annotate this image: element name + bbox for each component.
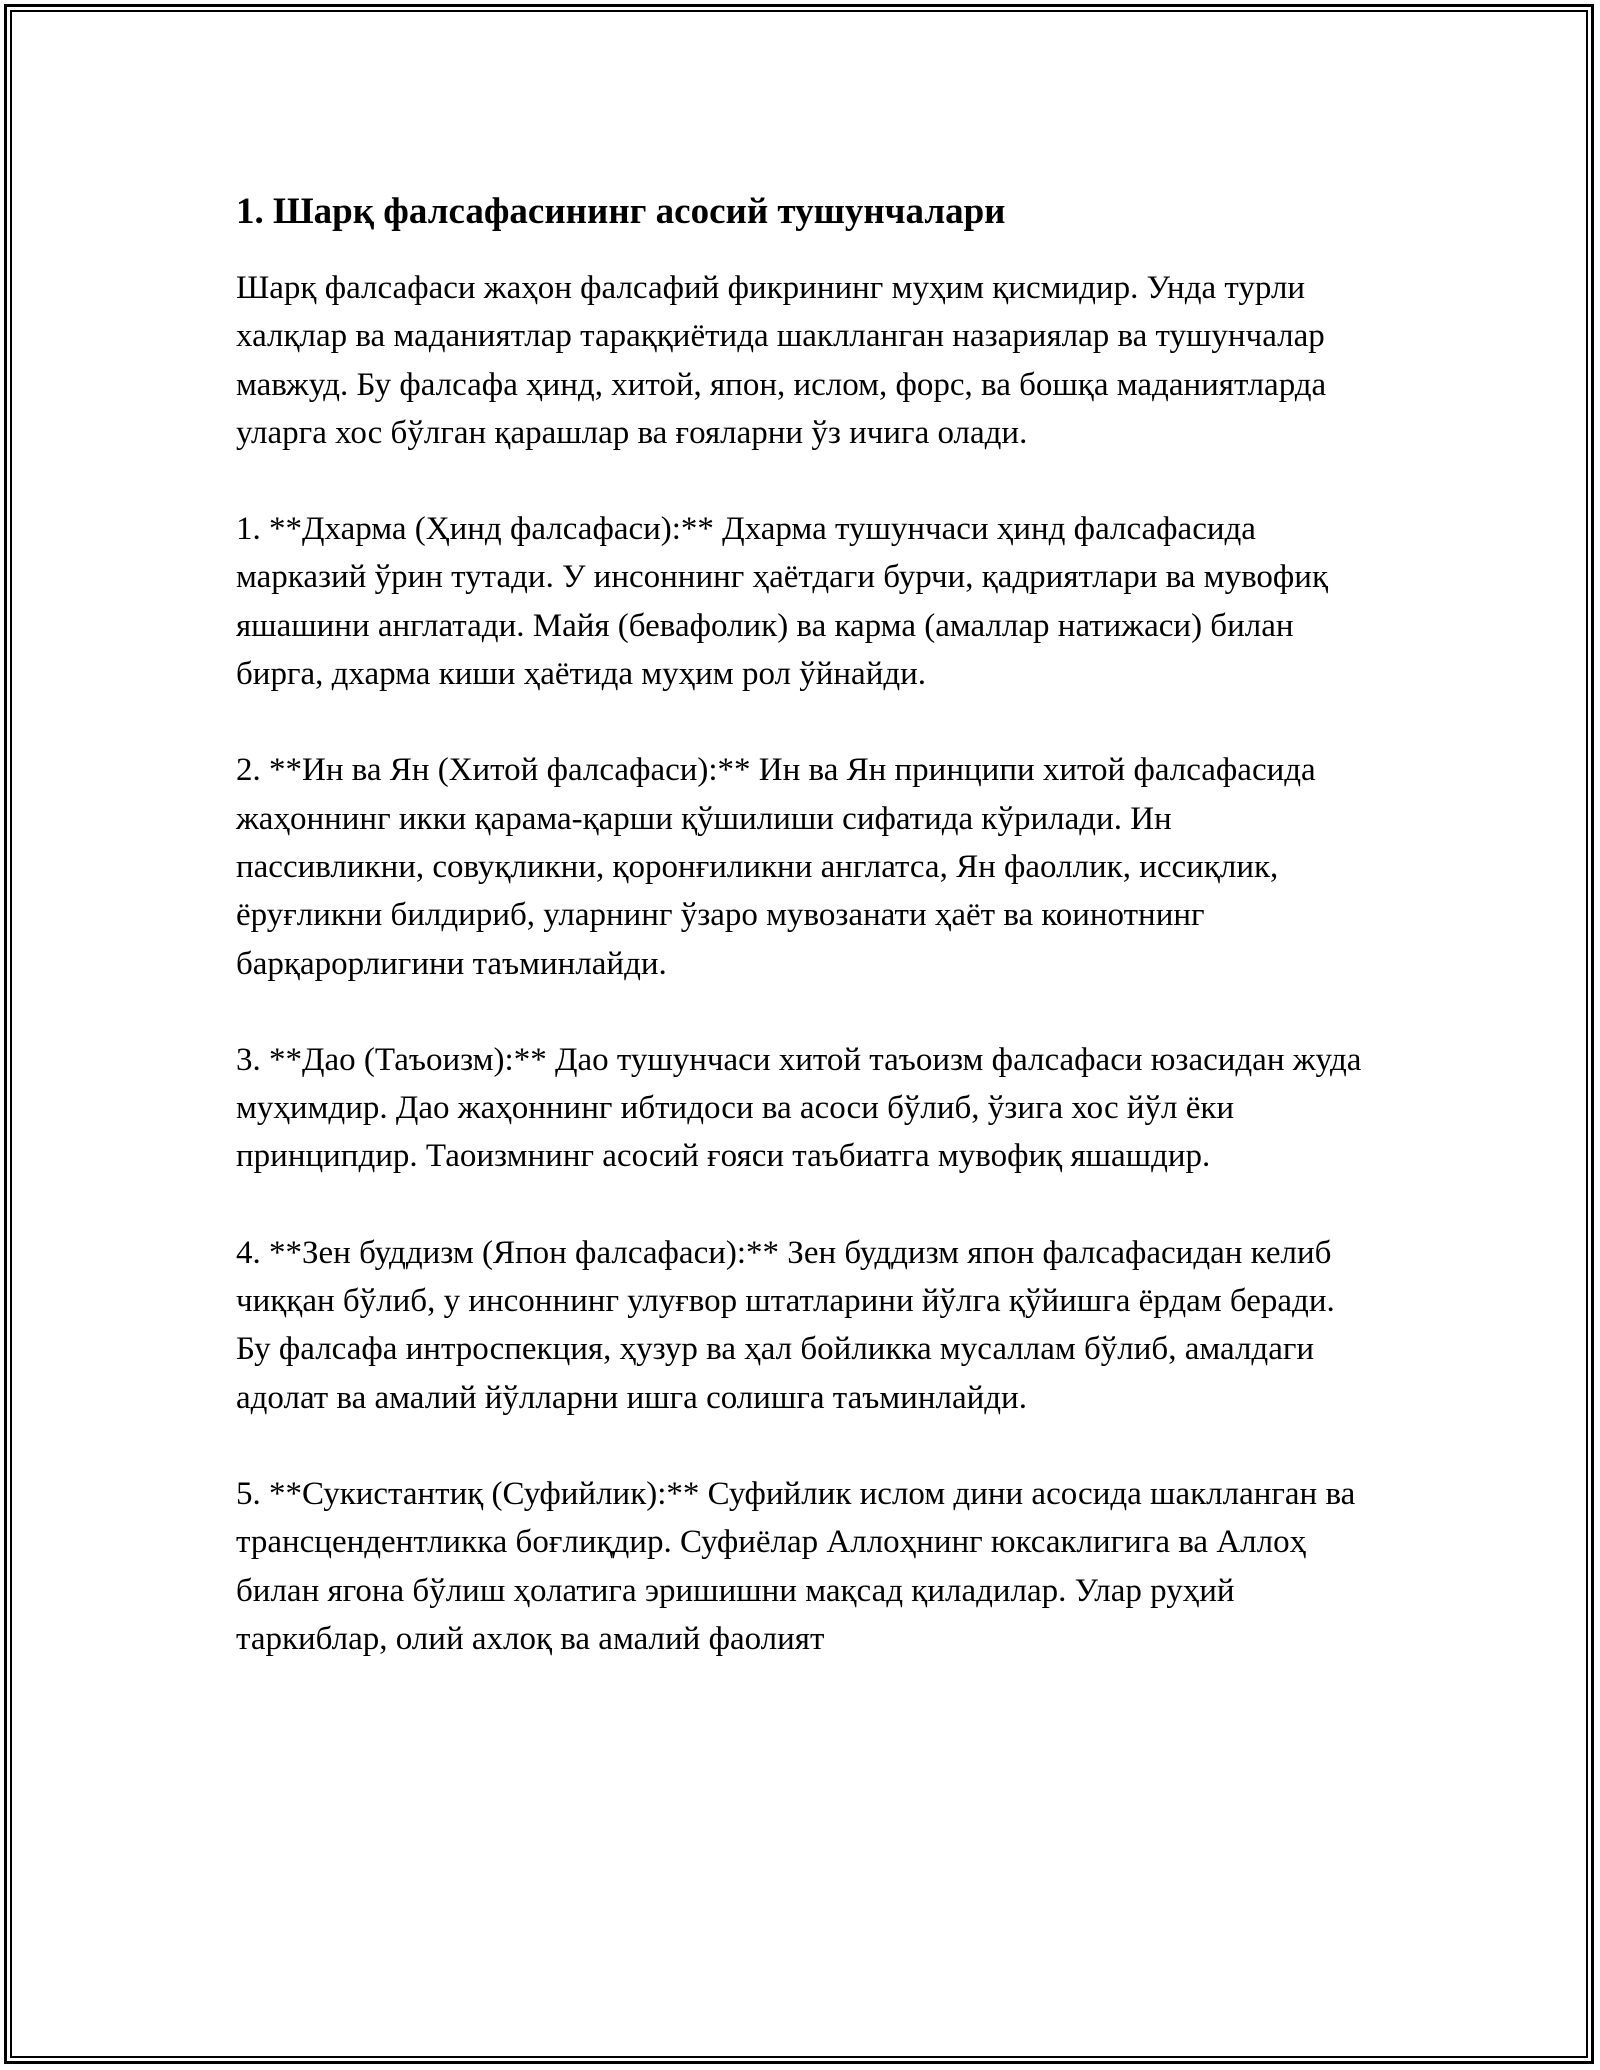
paragraph-dharma: 1. **Дхарма (Ҳинд фалсафаси):** Дхарма тушунчаси ҳинд фалсафасида марказий ўрин тутади. У инсоннинг ҳаётдаги бурчи, қадриятлари ва мувофиқ яшашини англатади. Майя (бевафолик) ва карма (амаллар натижаси) билан бирга, дхарма киши ҳаётида муҳим рол ўйнайди.: [236, 511, 1328, 693]
section-heading: 1. Шарқ фалсафасининг асосий тушунчалари: [236, 191, 1006, 232]
paragraph-yin-yang: 2. **Ин ва Ян (Хитой фалсафаси):** Ин ва Ян принципи хитой фалсафасида жаҳоннинг икки қарама-қарши қўшилиши сифатида кўрилади. Ин пассивликни, совуқликни, қоронғиликни англатса, Ян фаоллик, иссиқлик, ёруғликни билдириб, уларнинг ўзаро мувозанати ҳаёт ва коинотнинг барқарорлигини таъминлайди.: [236, 752, 1316, 982]
document-body: [236, 186, 1366, 1711]
intro-paragraph: Шарқ фалсафаси жаҳон фалсафий фикрининг муҳим қисмидир. Унда турли халқлар ва маданиятлар тараққиётида шаклланган назариялар ва тушунчалар мавжуд. Бу фалсафа ҳинд, хитой, япон, ислом, форс, ва бошқа маданиятларда уларга хос бўлган қарашлар ва ғояларни ўз ичига олади.: [236, 270, 1327, 451]
paragraph-zen: 4. **Зен буддизм (Япон фалсафаси):** Зен буддизм япон фалсафасидан келиб чиққан бўлиб, у инсоннинг улуғвор штатларини йўлга қўйишга ёрдам беради. Бу фалсафа интроспекция, ҳузур ва ҳал бойликка мусаллам бўлиб, амалдаги адолат ва амалий йўлларни ишга солишга таъминлайди.: [236, 1234, 1335, 1416]
paragraph-sufism: 5. **Сукистантиқ (Суфийлик):** Суфийлик ислом дини асосида шаклланган ва трансцендентликка боғлиқдир. Суфиёлар Аллоҳнинг юксаклигига ва Аллоҳ билан ягона бўлиш ҳолатига эришишни мақсад қиладилар. Улар руҳий таркиблар, олий ахлоқ ва амалий фаолият: [236, 1475, 1356, 1657]
paragraph-dao: 3. **Дао (Таъоизм):** Дао тушунчаси хитой таъоизм фалсафаси юзасидан жуда муҳимдир. Дао жаҳоннинг ибтидоси ва асоси бўлиб, ўзига хос йўл ёки принципдир. Таоизмнинг асосий ғояси таъбиатга мувофиқ яшашдир.: [236, 1041, 1362, 1175]
